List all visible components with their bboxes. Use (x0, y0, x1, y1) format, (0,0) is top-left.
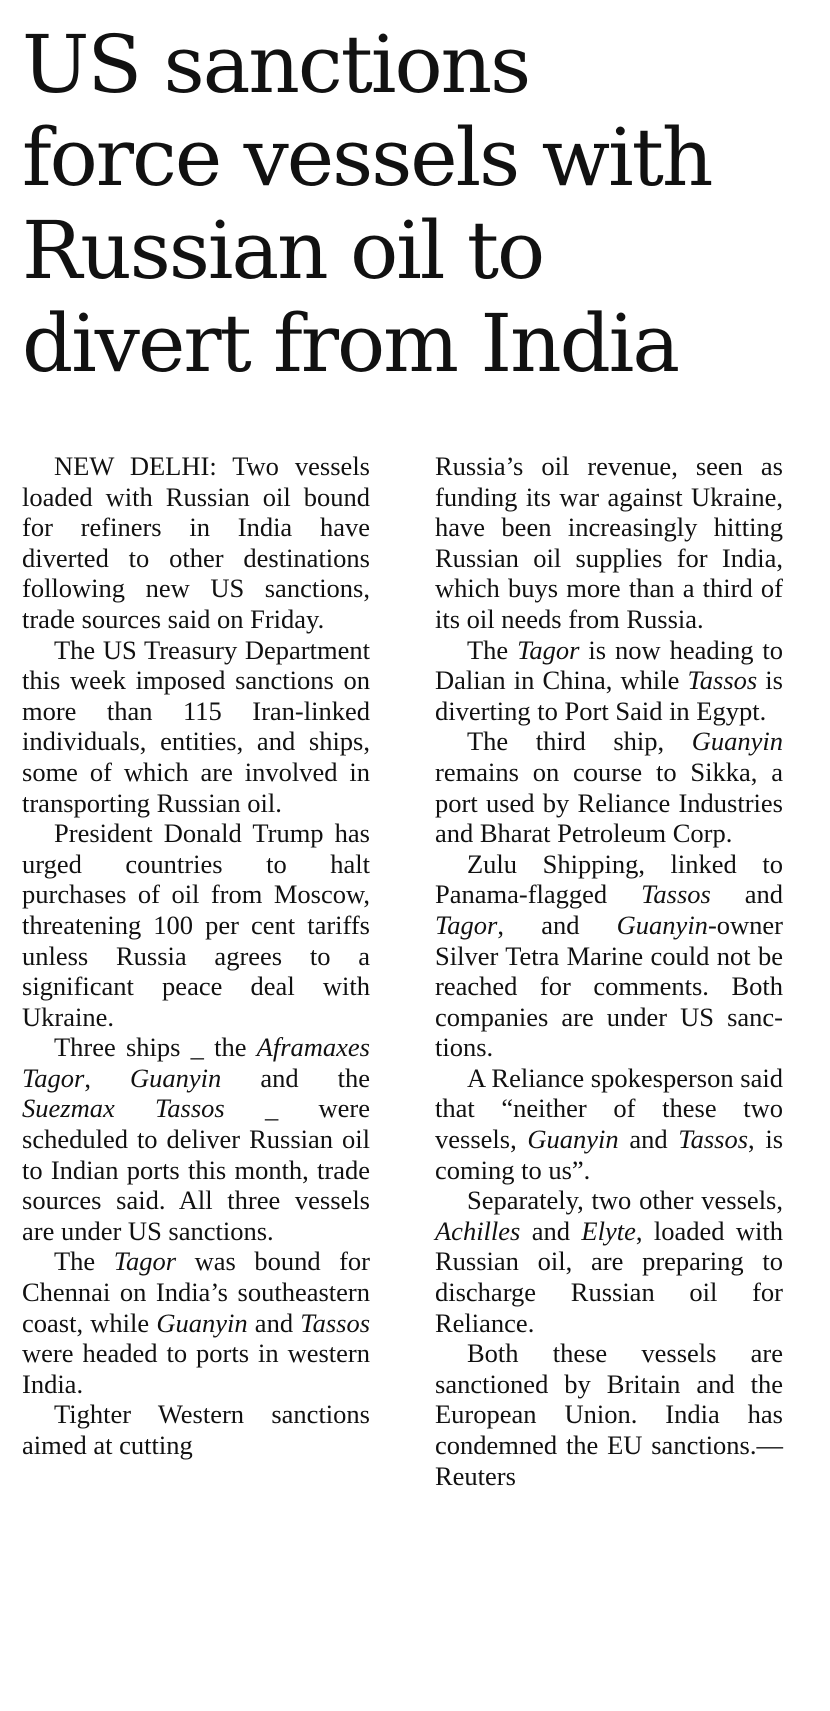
text-run: Zulu Shipping, linked to Panama-flagged (435, 848, 783, 910)
text-run: The (54, 1246, 114, 1277)
ship-name: Tassos (300, 1307, 371, 1338)
paragraph-text-part-1: Tighter Western sanctions aimed at cutting (22, 1399, 370, 1460)
text-run: and (520, 1215, 582, 1246)
paragraph-text: Both these vessels are sanctioned by Britain and the European Union. India has condemned the EU sanctions.—Reuters (435, 1338, 783, 1491)
paragraph (22, 1032, 370, 1246)
article-column-left (22, 451, 370, 1461)
ship-name: Tagor (435, 909, 498, 940)
text-run: is diverting to Port Said in Egypt. (435, 665, 783, 726)
ship-name: Guanyin (527, 1124, 619, 1155)
ship-name: Tassos (687, 665, 758, 696)
paragraph (435, 1185, 783, 1338)
paragraph (435, 635, 783, 727)
headline-line-3: Russian oil to (22, 204, 544, 297)
paragraph (22, 1246, 370, 1399)
text-run: remains on course to Sikka, a port used by Reliance Industries and Bharat Petroleum Corp. (435, 756, 783, 849)
paragraph-continued (435, 451, 783, 635)
paragraph (435, 849, 783, 1063)
paragraph-text: The US Treasury Department this week imposed sanctions on more than 115 Iran-linked individuals, entities, and ships, some of which are involved in transporting Russian oil. (22, 634, 370, 818)
text-run: is now heading to Dalian in China, while (435, 634, 783, 696)
text-run: Three ships _ the (54, 1032, 257, 1063)
text-run: and (247, 1307, 301, 1338)
headline-line-4: divert from India (22, 297, 679, 390)
text-run: The (467, 634, 518, 665)
text-run: , is coming to us”. (435, 1124, 784, 1185)
ship-name: Aframaxes Tagor (22, 1032, 370, 1093)
text-run: and (618, 1124, 679, 1155)
headline (22, 18, 812, 390)
paragraph (435, 1063, 783, 1185)
ship-name: Tassos (678, 1124, 749, 1155)
ship-name: Guanyin (691, 726, 783, 757)
paragraph-split (22, 1399, 370, 1460)
ship-name: Tagor (113, 1246, 177, 1277)
ship-name: Guanyin (130, 1062, 222, 1093)
text-run: -owner Silver Tetra Marine could not be reached for comments. Both companies are under US sanctions. (435, 909, 783, 1063)
ship-name: Achilles (435, 1215, 521, 1246)
ship-name: Tassos (641, 879, 711, 910)
text-run: _ were scheduled to deliver Russian oil to Indian ports this month, trade sources said. All three vessels are under US sanctions. (22, 1093, 370, 1246)
paragraph (435, 726, 783, 848)
text-run: , loaded with Russian oil, are preparing to discharge Russian oil for Reliance. (435, 1215, 784, 1338)
paragraph-text: President Donald Trump has urged countries to halt purchases of oil from Moscow, threatening 100 per cent tariffs unless Russia agrees to a significant peace deal with Ukraine. (22, 818, 370, 1032)
text-run: , (84, 1062, 131, 1093)
paragraph-closing (435, 1338, 783, 1491)
ship-name: Tagor (517, 634, 580, 665)
paragraph-full-text (0, 0, 1, 1)
text-run: The third ship, (467, 726, 692, 757)
ship-name: Guanyin (156, 1307, 248, 1338)
text-run: was bound for Chennai on India’s southeastern coast, while (22, 1246, 370, 1338)
text-run: Separately, two other vessels, (467, 1185, 783, 1216)
headline-line-2: force vessels with (22, 111, 712, 204)
text-run: A Reliance spokesperson said that “neither of these two vessels, (435, 1062, 783, 1155)
text-run: and the (221, 1062, 370, 1093)
paragraph-text: NEW DELHI: Two vessels loaded with Russian oil bound for refiners in India have diverted to other destinations following new US sanctions, trade sources said on Friday. (22, 451, 370, 634)
text-run: were headed to ports in western India. (22, 1338, 370, 1399)
paragraph-text-part-2: Russia’s oil revenue, seen as funding its war against Ukraine, have been increasingly hitting Russian oil supplies for India, which buys more than a third of its oil needs from Russia. (435, 451, 783, 634)
paragraph-dateline (22, 451, 370, 635)
ship-name: Elyte (581, 1215, 636, 1246)
article-column-right (435, 451, 783, 1491)
ship-name: Guanyin (616, 909, 708, 940)
text-run: and (710, 879, 783, 910)
headline-line-1: US sanctions (22, 18, 530, 111)
paragraph (22, 818, 370, 1032)
text-run: , and (497, 909, 617, 940)
ship-name: Suezmax Tassos (22, 1093, 225, 1124)
paragraph (22, 635, 370, 819)
